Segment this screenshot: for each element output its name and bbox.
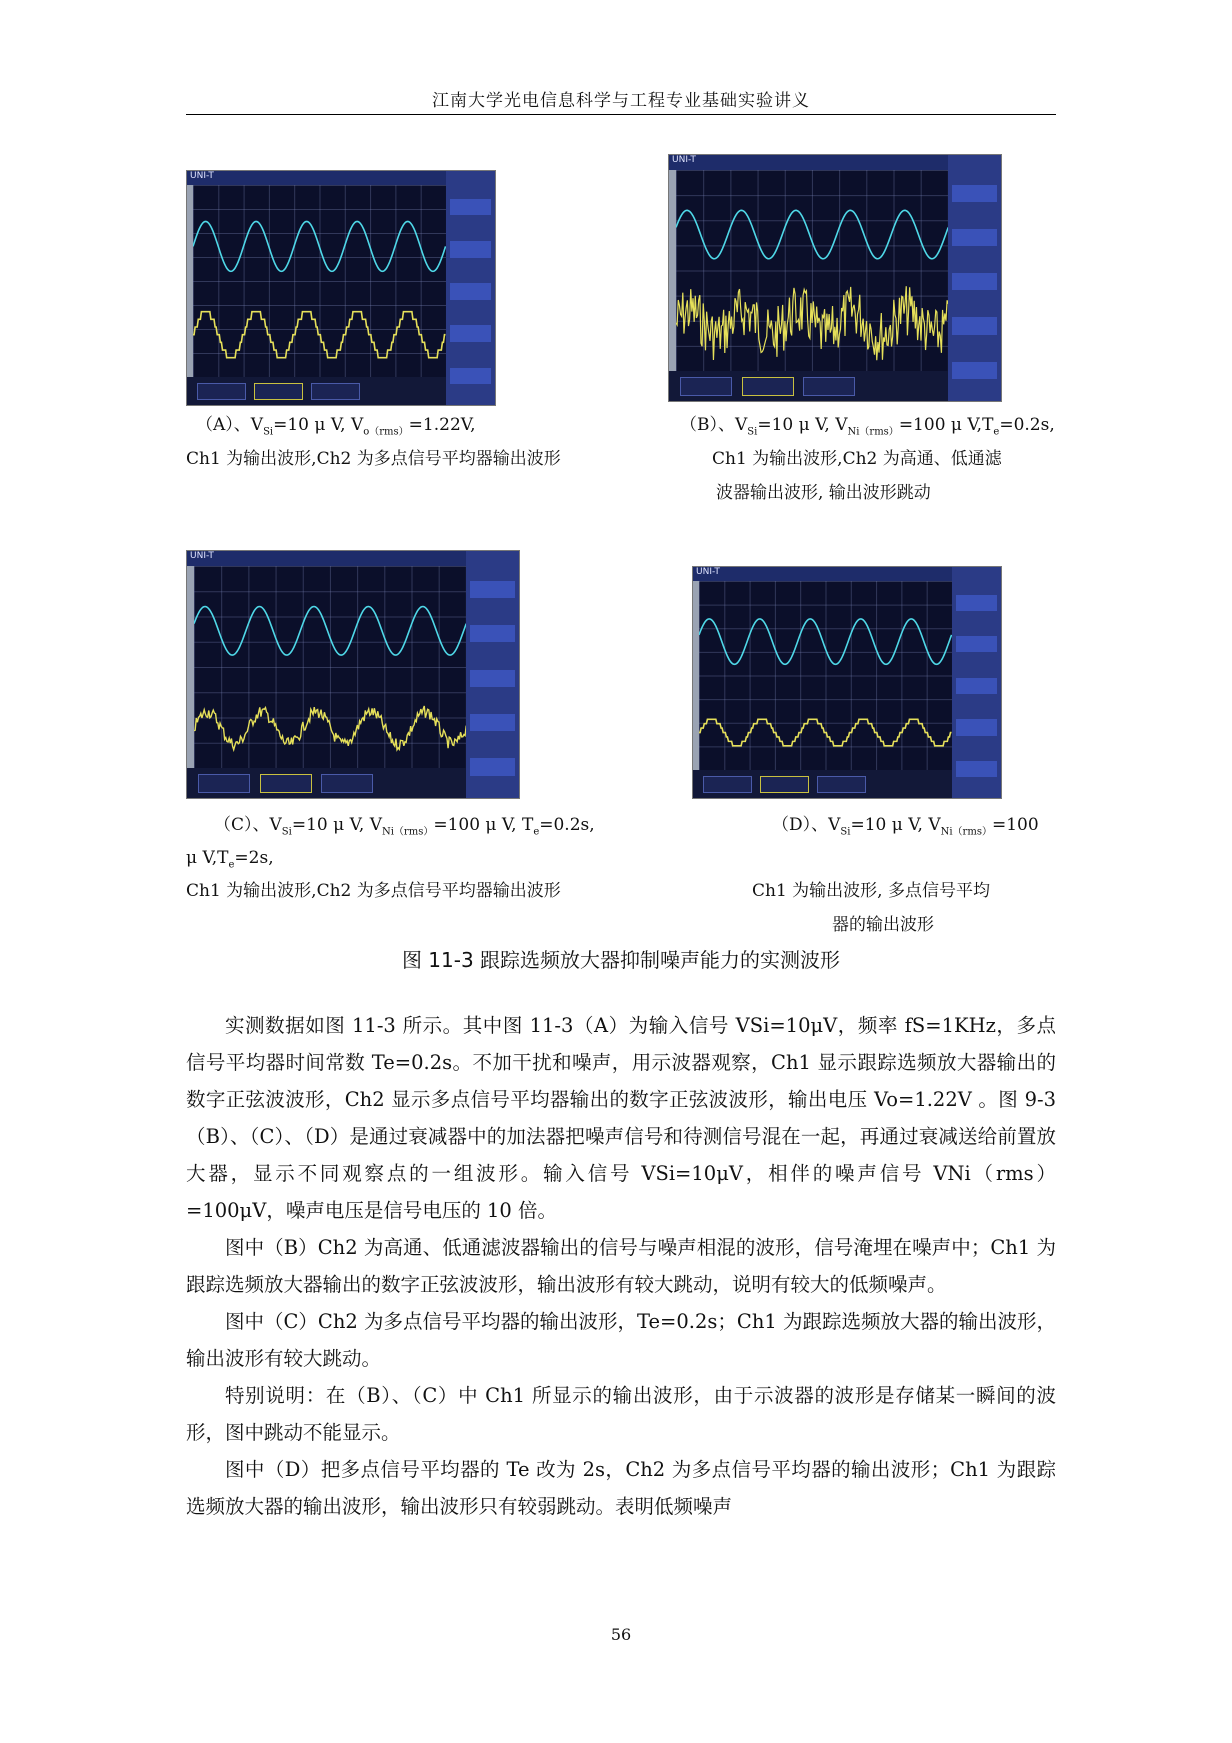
scope-logo: UNI-T — [696, 567, 720, 577]
menu-item — [956, 678, 997, 694]
waveforms — [676, 170, 948, 372]
caption-subscript: Ni（rms） — [381, 826, 434, 838]
menu-item — [450, 325, 491, 341]
caption-d-line3: 器的输出波形 — [832, 915, 934, 935]
ch2-trace — [699, 719, 952, 746]
scope-logo: UNI-T — [672, 155, 696, 165]
timebase-box — [817, 776, 866, 793]
caption-text: =10 μ V, V — [850, 815, 941, 835]
paragraph: 图中（C）Ch2 为多点信号平均器的输出波形，Te=0.2s；Ch1 为跟踪选频放大器的输出波形，输出波形有较大跳动。 — [186, 1310, 1056, 1370]
menu-item — [450, 241, 491, 257]
caption-text: =100 μ V,T — [898, 415, 994, 435]
scope-status-bar — [669, 371, 948, 401]
menu-item — [952, 229, 997, 246]
menu-item — [952, 362, 997, 379]
scope-side-menu — [466, 551, 519, 798]
ch1-box — [197, 383, 246, 400]
caption-text: =1.22V, — [408, 415, 476, 435]
figure-title: 图 11-3 跟踪选频放大器抑制噪声能力的实测波形 — [401, 948, 841, 972]
caption-c-line2 — [186, 843, 274, 880]
caption-subscript: Si — [840, 826, 851, 838]
scope-side-menu — [952, 567, 1001, 798]
caption-text: =100 — [991, 815, 1039, 835]
scope-side-menu — [948, 155, 1001, 401]
timebase-box — [321, 774, 373, 792]
ch1-trace — [699, 619, 952, 664]
caption-b-line1 — [680, 410, 1055, 447]
caption-subscript: e — [228, 859, 235, 871]
menu-item — [952, 317, 997, 334]
caption-subscript: Si — [747, 426, 758, 438]
caption-subscript: Si — [263, 426, 274, 438]
caption-a-line1 — [196, 410, 475, 447]
caption-text: =0.2s, — [539, 815, 595, 835]
menu-item — [952, 185, 997, 202]
paragraph: 特别说明：在（B）、（C）中 Ch1 所显示的输出波形，由于示波器的波形是存储某一瞬间的波形，图中跳动不能显示。 — [186, 1384, 1056, 1444]
menu-item — [956, 636, 997, 652]
caption-subscript: Si — [281, 826, 292, 838]
scope-logo: UNI-T — [190, 551, 214, 561]
caption-text: =10 μ V, V — [291, 815, 382, 835]
ch1-box — [703, 776, 752, 793]
caption-text: （D）、V — [772, 815, 841, 835]
menu-item — [470, 625, 515, 642]
ch1-trace — [676, 210, 948, 258]
ch2-trace — [193, 312, 446, 358]
caption-c-line3: Ch1 为输出波形,Ch2 为多点信号平均器输出波形 — [186, 881, 561, 901]
scope-status-bar — [187, 768, 466, 798]
paragraph: 图中（B）Ch2 为高通、低通滤波器输出的信号与噪声相混的波形，信号淹埋在噪声中；Ch1 为跟踪选频放大器输出的数字正弦波波形，输出波形有较大跳动，说明有较大的低频噪声。 — [186, 1236, 1056, 1296]
caption-subscript: o（rms） — [363, 426, 409, 438]
menu-item — [952, 273, 997, 290]
caption-subscript: e — [993, 426, 1000, 438]
caption-text: =10 μ V, V — [757, 415, 848, 435]
paragraph: 图中（D）把多点信号平均器的 Te 改为 2s，Ch2 为多点信号平均器的输出波形；Ch1 为跟踪选频放大器的输出波形，输出波形只有较弱跳动。表明低频噪声 — [186, 1458, 1056, 1518]
caption-c-line1 — [214, 810, 595, 847]
menu-item — [956, 761, 997, 777]
header-rule — [186, 114, 1056, 115]
caption-text: （B）、V — [680, 415, 748, 435]
ch2-trace — [676, 286, 948, 360]
ch2-box — [260, 774, 312, 792]
ch1-box — [680, 377, 732, 395]
caption-a-line2: Ch1 为输出波形,Ch2 为多点信号平均器输出波形 — [186, 449, 561, 469]
menu-item — [450, 199, 491, 215]
caption-text: =2s, — [234, 848, 274, 868]
menu-item — [450, 283, 491, 299]
menu-item — [470, 670, 515, 687]
menu-item — [956, 719, 997, 735]
caption-d-line1 — [772, 810, 1039, 847]
scope-side-menu — [446, 171, 495, 405]
menu-item — [470, 581, 515, 598]
caption-d-line2: Ch1 为输出波形, 多点信号平均 — [752, 881, 990, 901]
oscilloscope-image-b — [668, 154, 1002, 402]
caption-text: =10 μ V, V — [273, 415, 364, 435]
caption-b-line2: Ch1 为输出波形,Ch2 为高通、低通滤 — [712, 449, 1002, 469]
caption-text: =0.2s, — [999, 415, 1055, 435]
caption-text: （C）、V — [214, 815, 282, 835]
scope-logo: UNI-T — [190, 171, 214, 181]
ch2-box — [254, 383, 303, 400]
ch1-trace — [194, 606, 466, 655]
page-header: 江南大学光电信息科学与工程专业基础实验讲义 — [432, 91, 810, 111]
paragraph: 实测数据如图 11-3 所示。其中图 11-3（A）为输入信号 VSi=10μV，频率 fS=1KHz，多点信号平均器时间常数 Te=0.2s。不加干扰和噪声，用示波器观察，Ch1 显示跟踪选频放大器输出的数字正弦波波形，Ch2 显示多点信号平均器输出的数字正弦波波形，输出电压 Vo=1.22V 。图 9-3（B）、（C）、（D）是通过衰减器中的加法器把噪声信号和待测信号混在一起，再通过衰减送给前置放大器，显示不同观察点的一组波形。输入信号 VSi=10μV，相伴的噪声信号 VNi（rms）=100μV，噪声电压是信号电压的 10 倍。 — [186, 1014, 1056, 1222]
scope-status-bar — [187, 377, 446, 405]
scope-status-bar — [693, 770, 952, 798]
oscilloscope-image-d — [692, 566, 1002, 799]
ch2-trace — [194, 706, 466, 750]
menu-item — [470, 714, 515, 731]
page-number: 56 — [610, 1625, 632, 1644]
menu-item — [470, 758, 515, 775]
ch1-box — [198, 774, 250, 792]
caption-text: =100 μ V, T — [433, 815, 534, 835]
timebase-box — [803, 377, 855, 395]
caption-subscript: Ni（rms） — [847, 426, 899, 438]
oscilloscope-image-a — [186, 170, 496, 406]
caption-b-line3: 波器输出波形, 输出波形跳动 — [716, 483, 931, 503]
waveforms — [699, 581, 952, 770]
timebase-box — [311, 383, 360, 400]
caption-text: （A）、V — [196, 415, 264, 435]
ch2-box — [742, 377, 794, 395]
body-text — [186, 1007, 1056, 1525]
menu-item — [956, 595, 997, 611]
ch2-box — [760, 776, 809, 793]
caption-subscript: Ni（rms） — [940, 826, 992, 838]
menu-item — [450, 368, 491, 384]
caption-text: μ V,T — [186, 848, 229, 868]
waveforms — [193, 185, 446, 377]
ch1-trace — [193, 221, 446, 271]
caption-subscript: e — [533, 826, 540, 838]
waveforms — [194, 566, 466, 769]
oscilloscope-image-c — [186, 550, 520, 799]
